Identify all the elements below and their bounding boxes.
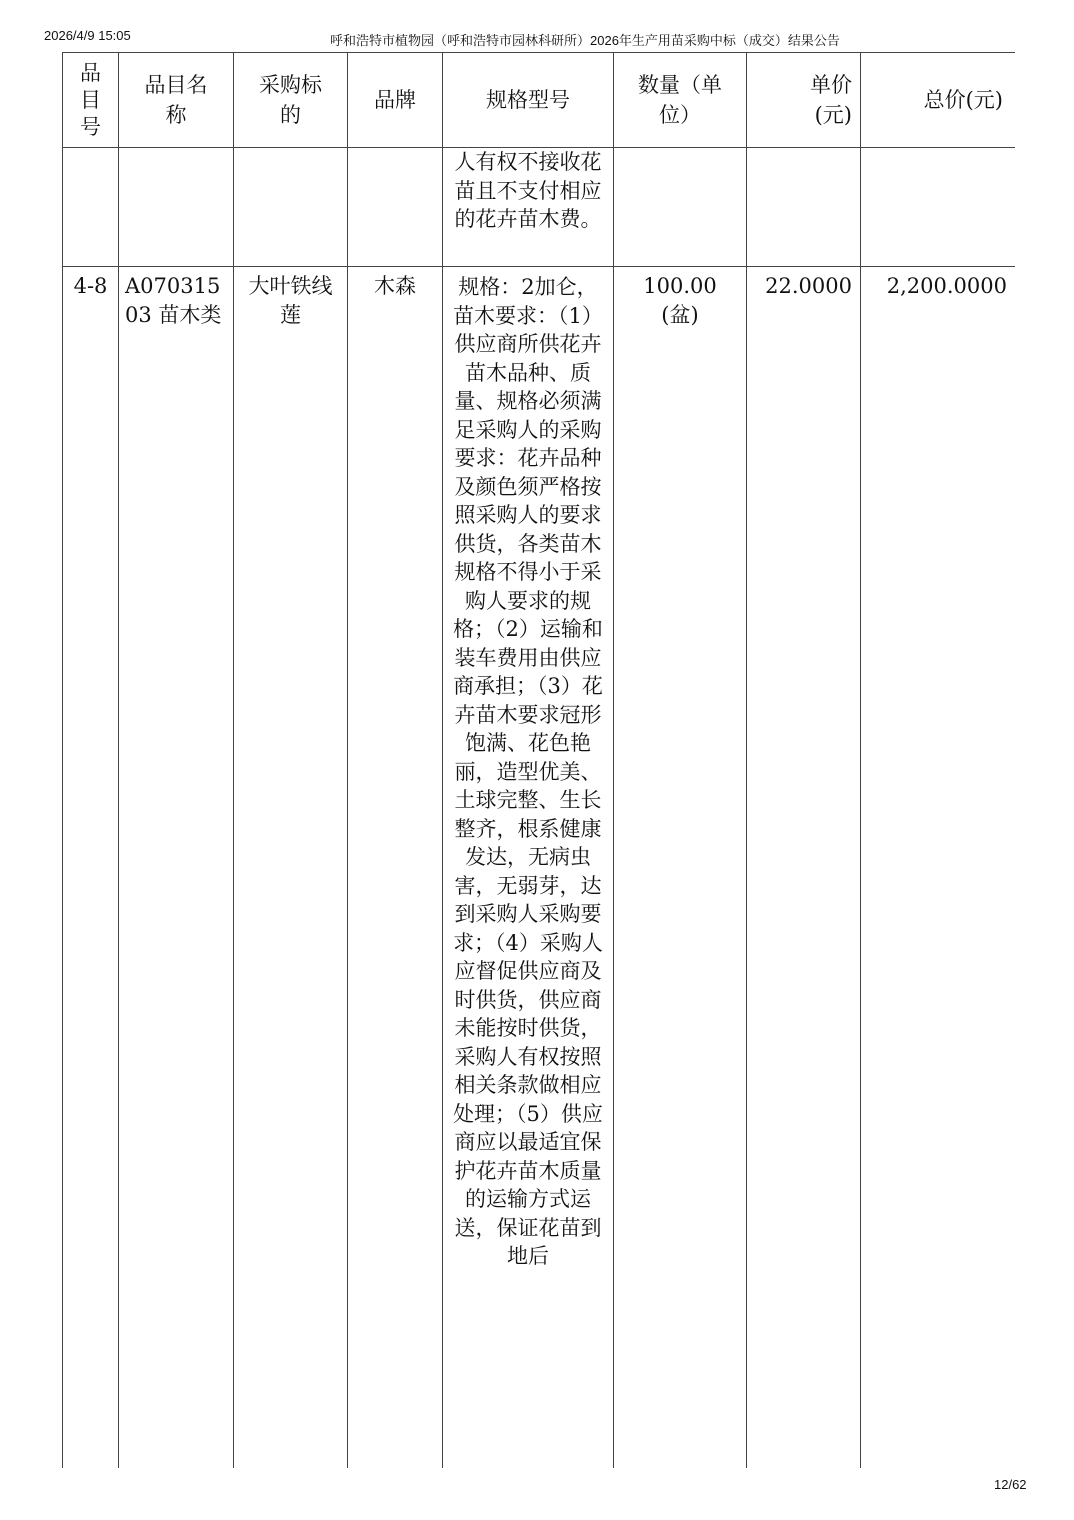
col-header-total-price: 总价(元) — [861, 53, 1016, 148]
quantity-value: 100.00 — [643, 274, 717, 298]
spec-cell-continued: 人有权不接收花苗且不支付相应的花卉苗木费。 — [443, 148, 614, 267]
col-header-item-name: 品目名称 — [119, 53, 234, 148]
quantity-cell — [614, 267, 747, 1469]
col-header-target: 采购标的 — [234, 53, 348, 148]
col-header-quantity: 数量（单位） — [614, 53, 747, 148]
col-header-unit-price: 单价(元) — [747, 53, 861, 148]
item-no-cell: 4-8 — [63, 267, 119, 1469]
page-number: 12/62 — [994, 1477, 1027, 1492]
brand-cell: 木森 — [348, 267, 443, 1469]
col-header-brand: 品牌 — [348, 53, 443, 148]
procurement-table — [62, 52, 1015, 1468]
print-datetime: 2026/4/9 15:05 — [44, 28, 131, 43]
table-row — [63, 267, 1016, 1469]
col-header-spec: 规格型号 — [443, 53, 614, 148]
item-name-cell: A07031503 苗木类 — [119, 267, 234, 1469]
table-row-continued — [63, 148, 1016, 267]
spec-cell: 规格：2加仑，苗木要求：（1）供应商所供花卉苗木品种、质量、规格必须满足采购人的采购要求：花卉品种及颜色须严格按照采购人的要求供货，各类苗木规格不得小于采购人要求的规格；（2）运输和装车费用由供应商承担；（3）花卉苗木要求冠形饱满、花色艳丽，造型优美、土球完整、生长整齐，根系健康发达，无病虫害，无弱芽，达到采购人采购要求；（4）采购人应督促供应商及时供货，供应商未能按时供货，采购人有权按照相关条款做相应处理；（5）供应商应以最适宜保护花卉苗木质量的运输方式运送，保证花苗到地后 — [443, 267, 614, 1469]
document-title: 呼和浩特市植物园（呼和浩特市园林科研所）2026年生产用苗采购中标（成交）结果公告 — [330, 33, 840, 48]
quantity-unit: (盆) — [661, 302, 699, 327]
unit-price-cell: 22.0000 — [747, 267, 861, 1469]
procurement-table-container — [62, 52, 1015, 1468]
target-cell: 大叶铁线莲 — [234, 267, 348, 1469]
table-header-row — [63, 53, 1016, 148]
col-header-item-no: 品目号 — [63, 53, 119, 148]
total-price-cell: 2,200.0000 — [861, 267, 1016, 1469]
